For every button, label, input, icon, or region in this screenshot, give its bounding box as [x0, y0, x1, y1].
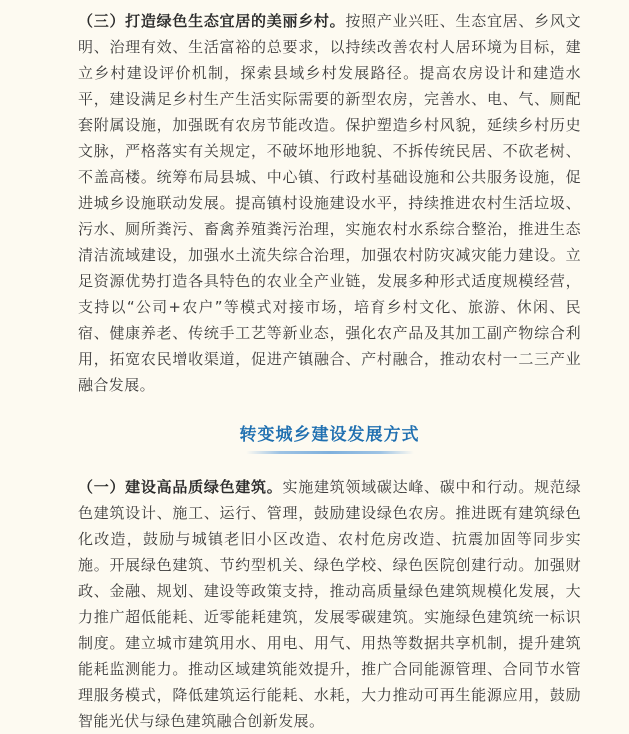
paragraph-body-text: 按照产业兴旺、生态宜居、乡风文明、治理有效、生活富裕的总要求，以持续改善农村人居环境为目标，建立乡村建设评价机制，探索县域乡村发展路径。提高农房设计和建造水平，建设满足乡村生产生活实际需要的新型农房，完善水、电、气、厕配套附属设施，加强既有农房节能改造。保护塑造乡村风貌，延续乡村历史文脉，严格落实有关规定，不破坏地形地貌、不拆传统民居、不砍老树、不盖高楼。统筹布局县城、中心镇、行政村基础设施和公共服务设施，促进城乡设施联动发展。提高镇村设施建设水平，持续推进农村生活垃圾、污水、厕所粪污、畜禽养殖粪污治理，实施农村水系综合整治，推进生态清洁流域建设，加强水土流失综合治理，加强农村防灾减灾能力建设。立足资源优势打造各具特色的农业全产业链，发展多种形式适度规模经营，支持以“公司+农户”等模式对接市场，培育乡村文化、旅游、休闲、民宿、健康养老、传统手工艺等新业态，强化农产品及其加工副产物综合利用，拓宽农民增收渠道，促进产镇融合、产村融合，推动农村一二三产业融合发展。 — [78, 12, 581, 394]
paragraph-beautiful-villages — [78, 8, 581, 398]
paragraph-body-text: 实施建筑领域碳达峰、碳中和行动。规范绿色建筑设计、施工、运行、管理，鼓励建设绿色农房。推进既有建筑绿色化改造，鼓励与城镇老旧小区改造、农村危房改造、抗震加固等同步实施。开展绿色建筑、节约型机关、绿色学校、绿色医院创建行动。加强财政、金融、规划、建设等政策支持，推动高质量绿色建筑规模化发展，大力推广超低能耗、近零能耗建筑，发展零碳建筑。实施绿色建筑统一标识制度。建立城市建筑用水、用电、用气、用热等数据共享机制，提升建筑能耗监测能力。推动区域建筑能效提升，推广合同能源管理、合同节水管理服务模式，降低建筑运行能耗、水耗，大力推动可再生能源应用，鼓励智能光伏与绿色建筑融合创新发展。 — [78, 478, 582, 730]
paragraph-lead-heading: （三）打造绿色生态宜居的美丽乡村。 — [78, 12, 346, 30]
section-heading — [78, 420, 581, 454]
paragraph-lead-heading: （一）建设高品质绿色建筑。 — [78, 478, 283, 496]
paragraph-green-buildings — [78, 474, 581, 734]
section-title: 转变城乡建设发展方式 — [239, 425, 420, 445]
section-title-underline — [246, 451, 414, 454]
